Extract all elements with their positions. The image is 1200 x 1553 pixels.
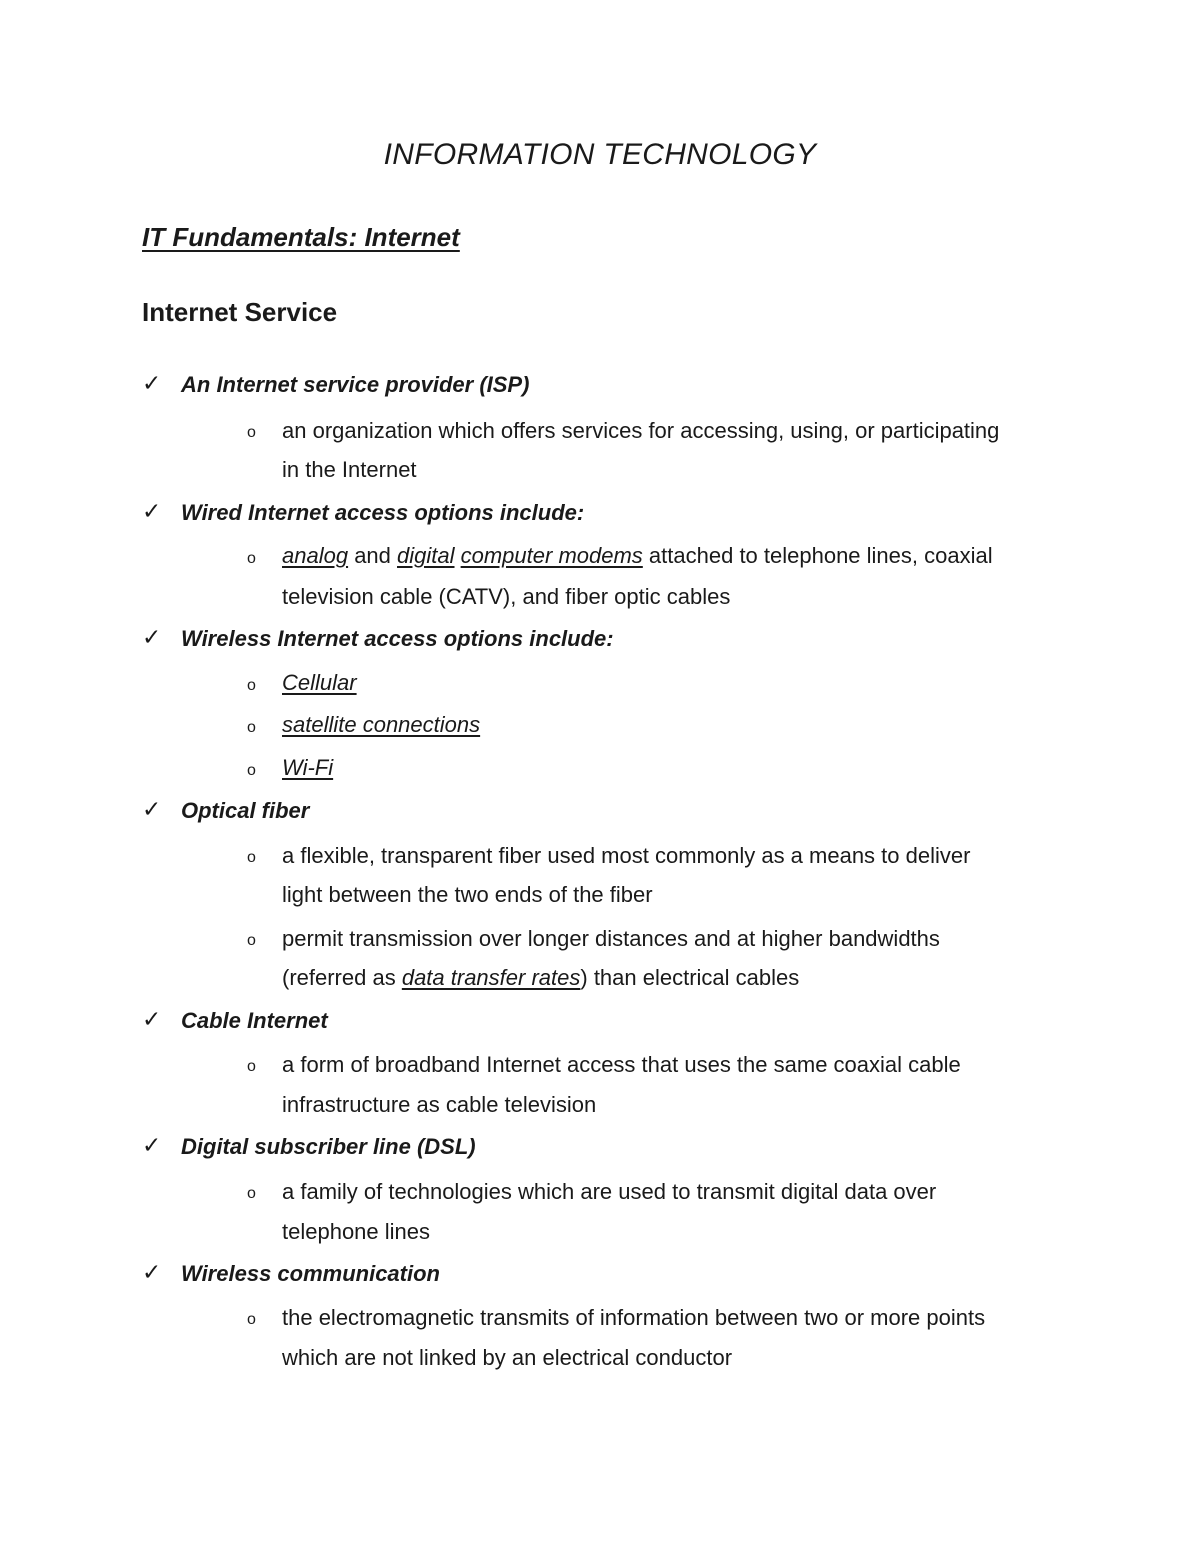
item-text: permit transmission over longer distances and at higher bandwidths: [282, 926, 940, 951]
checkmark-icon: ✓: [142, 498, 162, 524]
item-text: a flexible, transparent fiber used most commonly as a means to deliver: [282, 843, 971, 868]
item-text: light between the two ends of the fiber: [282, 882, 653, 907]
link-data-transfer-rates[interactable]: data transfer rates: [401, 965, 581, 990]
bullet-icon: o: [247, 762, 256, 779]
item-text: television cable (CATV), and fiber optic cables: [282, 584, 731, 609]
document-title: INFORMATION TECHNOLOGY: [383, 138, 817, 171]
link-computer-modems[interactable]: computer modems: [460, 543, 643, 568]
item-text: telephone lines: [282, 1219, 431, 1244]
text-pre: (referred as: [282, 965, 402, 990]
document-subtitle: IT Fundamentals: Internet: [142, 222, 460, 252]
link-satellite-connections[interactable]: satellite connections: [282, 712, 481, 737]
item-text: in the Internet: [282, 457, 417, 482]
bullet-icon: o: [247, 932, 256, 949]
item-heading: Wired Internet access options include:: [181, 500, 585, 525]
link-digital[interactable]: digital: [397, 543, 455, 568]
text-and: and: [348, 543, 398, 568]
bullet-icon: o: [247, 677, 256, 694]
checkmark-icon: ✓: [142, 1132, 162, 1158]
checkmark-icon: ✓: [142, 1006, 162, 1032]
item-heading: Wireless Internet access options include:: [181, 626, 614, 651]
item-text: which are not linked by an electrical conductor: [282, 1345, 733, 1370]
text-post: ) than electrical cables: [580, 965, 800, 990]
item-heading: Cable Internet: [181, 1008, 328, 1033]
bullet-icon: o: [247, 849, 256, 866]
item-text: [282, 755, 333, 781]
item-text: [282, 670, 357, 696]
bullet-icon: o: [247, 550, 256, 567]
checkmark-icon: ✓: [142, 370, 162, 396]
link-wi-fi[interactable]: Wi-Fi: [282, 755, 334, 780]
item-text: a form of broadband Internet access that uses the same coaxial cable: [282, 1052, 961, 1077]
text-rest: attached to telephone lines, coaxial: [642, 543, 993, 568]
item-heading: Digital subscriber line (DSL): [181, 1134, 476, 1159]
item-heading: An Internet service provider (ISP): [181, 372, 530, 397]
checkmark-icon: ✓: [142, 1259, 162, 1285]
bullet-icon: o: [247, 1185, 256, 1202]
item-heading: Wireless communication: [181, 1261, 440, 1286]
checkmark-icon: ✓: [142, 796, 162, 822]
item-text: [282, 712, 480, 738]
bullet-icon: o: [247, 424, 256, 441]
checkmark-icon: ✓: [142, 624, 162, 650]
item-heading: Optical fiber: [181, 798, 310, 823]
item-text: [282, 965, 799, 991]
item-text: infrastructure as cable television: [282, 1092, 597, 1117]
link-cellular[interactable]: Cellular: [282, 670, 357, 695]
item-text: [282, 543, 993, 569]
item-text: a family of technologies which are used to transmit digital data over: [282, 1179, 937, 1204]
bullet-icon: o: [247, 1311, 256, 1328]
item-text: an organization which offers services for accessing, using, or participating: [282, 418, 1000, 443]
item-text: the electromagnetic transmits of information between two or more points: [282, 1305, 986, 1330]
section-heading: Internet Service: [142, 297, 338, 327]
bullet-icon: o: [247, 1058, 256, 1075]
link-analog[interactable]: analog: [282, 543, 349, 568]
bullet-icon: o: [247, 719, 256, 736]
